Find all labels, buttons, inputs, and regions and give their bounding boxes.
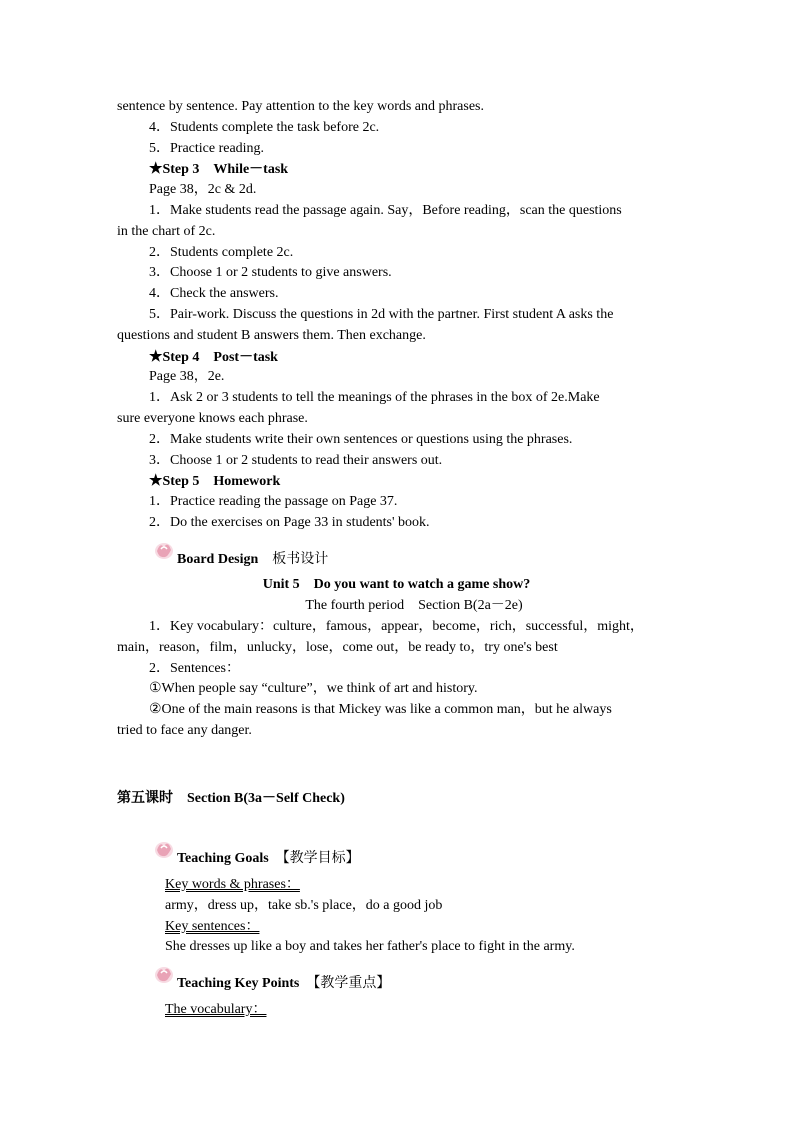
star-icon: ★: [149, 473, 163, 489]
step-title: Step 4 Post－task: [162, 350, 278, 365]
lesson-title-cn: 第五课时: [117, 790, 173, 806]
teaching-key-points-heading: [177, 973, 390, 994]
vocabulary-label: The vocabulary：: [165, 1002, 267, 1017]
page-ref: Page 38，2e.: [149, 369, 225, 384]
lesson-title-en: Section B(3a－Self Check): [187, 791, 345, 806]
list-item: 2．Do the exercises on Page 33 in students' book.: [149, 515, 430, 530]
heading-en: Teaching Goals: [177, 851, 269, 866]
heading-en: Board Design: [177, 552, 259, 567]
list-item: 1．Ask 2 or 3 students to tell the meanings of the phrases in the box of 2e.Make: [149, 390, 600, 405]
board-title: Unit 5 Do you want to watch a game show?: [262, 577, 531, 592]
list-item: 3．Choose 1 or 2 students to give answers.: [149, 265, 392, 280]
star-icon: ★: [149, 349, 163, 365]
page-ref: Page 38，2c & 2d.: [149, 182, 257, 197]
sentence-item-cont: tried to face any danger.: [117, 723, 252, 738]
list-item: 4．Students complete the task before 2c.: [149, 120, 380, 135]
list-item: 2．Students complete 2c.: [149, 245, 294, 260]
flower-icon: [152, 538, 176, 562]
step5-heading: [149, 471, 280, 492]
key-words-text: army，dress up，take sb.'s place，do a good job: [165, 898, 443, 913]
step4-heading: [149, 347, 278, 368]
heading-cn: 【教学目标】: [282, 850, 360, 866]
key-words-label: Key words & phrases：: [165, 877, 300, 892]
list-item-cont: sure everyone knows each phrase.: [117, 411, 308, 426]
sentences-label: 2．Sentences：: [149, 661, 240, 676]
star-icon: ★: [149, 161, 163, 177]
flower-icon: [152, 962, 176, 986]
list-item: 2．Make students write their own sentences or questions using the phrases.: [149, 432, 573, 447]
heading-en: Teaching Key Points: [177, 976, 300, 991]
key-sentences-text: She dresses up like a boy and takes her father's place to fight in the army.: [165, 939, 575, 954]
heading-cn: 板书设计: [272, 551, 329, 567]
key-sentences-label: Key sentences：: [165, 919, 260, 934]
list-item: 5．Practice reading.: [149, 141, 265, 156]
paragraph-continuation: sentence by sentence. Pay attention to the key words and phrases.: [117, 99, 485, 114]
lesson-title: [117, 788, 345, 809]
list-item: 3．Choose 1 or 2 students to read their answers out.: [149, 453, 443, 468]
step3-heading: [149, 159, 288, 180]
list-item-cont: in the chart of 2c.: [117, 224, 216, 239]
vocab-line-cont: main，reason，film，unlucky，lose，come out，be ready to，try one's best: [117, 640, 558, 655]
sentence-item: ②One of the main reasons is that Mickey was like a common man，but he always: [149, 702, 612, 717]
teaching-goals-heading: [177, 848, 360, 869]
step-title: Step 5 Homework: [162, 474, 281, 489]
list-item: 5．Pair-work. Discuss the questions in 2d with the partner. First student A asks the: [149, 307, 614, 322]
heading-cn: 【教学重点】: [313, 975, 391, 991]
flower-icon: [152, 837, 176, 861]
list-item: 4．Check the answers.: [149, 286, 279, 301]
board-subtitle: The fourth period Section B(2a－2e): [305, 598, 523, 613]
list-item-cont: questions and student B answers them. Then exchange.: [117, 328, 426, 343]
step-title: Step 3 While－task: [162, 162, 289, 177]
board-design-heading: [177, 549, 328, 570]
vocab-line: 1．Key vocabulary：culture，famous，appear，become，rich，successful，might，: [149, 619, 644, 634]
list-item: 1．Make students read the passage again. Say，Before reading，scan the questions: [149, 203, 622, 218]
sentence-item: ①When people say “culture”，we think of art and history.: [149, 681, 478, 696]
list-item: 1．Practice reading the passage on Page 37.: [149, 494, 398, 509]
